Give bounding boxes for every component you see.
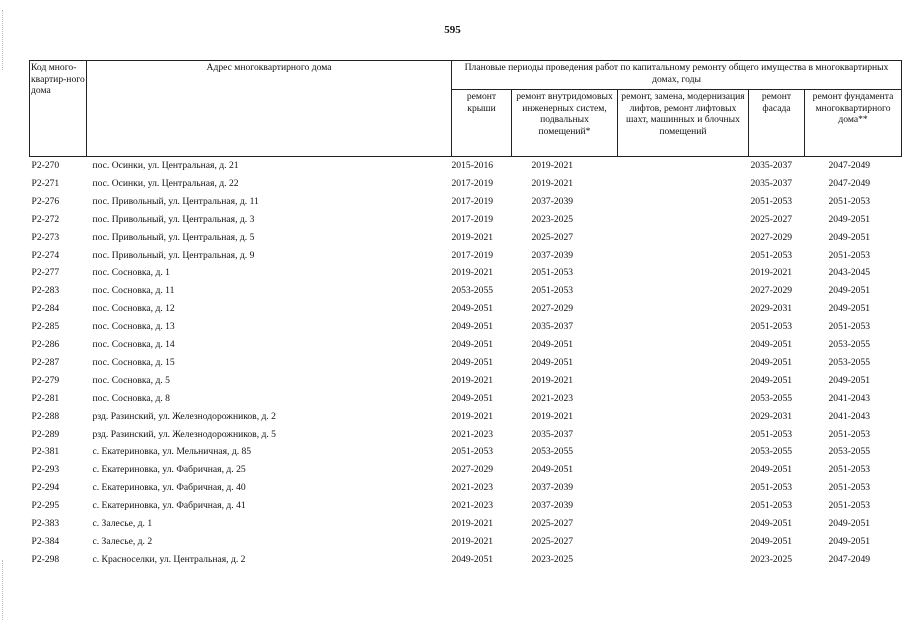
cell-address: с. Залесье, д. 1 xyxy=(92,517,153,529)
cell-foundation: 2051-2053 xyxy=(828,464,871,476)
cell-engineering: 2019-2021 xyxy=(531,160,574,172)
cell-code: Р2-287 xyxy=(31,356,60,368)
cell-facade: 2027-2029 xyxy=(750,231,793,243)
cell-code: Р2-281 xyxy=(31,392,60,404)
table-body xyxy=(30,157,902,569)
cell-elevators xyxy=(618,282,749,300)
table-row xyxy=(30,407,902,425)
cell-elevators xyxy=(618,390,749,408)
header-roof: ремонт крыши xyxy=(452,90,512,157)
cell-address: пос. Привольный, ул. Центральная, д. 5 xyxy=(92,231,255,243)
cell-roof: 2017-2019 xyxy=(451,249,494,261)
cell-roof: 2049-2051 xyxy=(451,339,494,351)
cell-elevators xyxy=(618,497,749,515)
cell-code: Р2-279 xyxy=(31,374,60,386)
header-periods-group: Плановые периоды проведения работ по капитальному ремонту общего имущества в многоквартирных домах, годы xyxy=(452,61,902,90)
cell-foundation: 2049-2051 xyxy=(828,374,871,386)
table-row xyxy=(30,390,902,408)
cell-address: пос. Сосновка, д. 14 xyxy=(92,339,175,351)
cell-facade: 2051-2053 xyxy=(750,500,793,512)
cell-address: с. Залесье, д. 2 xyxy=(92,535,153,547)
table-row xyxy=(30,372,902,390)
table-row xyxy=(30,211,902,229)
cell-address: пос. Сосновка, д. 11 xyxy=(92,285,175,297)
cell-facade: 2053-2055 xyxy=(750,392,793,404)
cell-address: пос. Сосновка, д. 8 xyxy=(92,392,170,404)
cell-address: пос. Осинки, ул. Центральная, д. 21 xyxy=(92,160,239,172)
cell-foundation: 2049-2051 xyxy=(828,213,871,225)
cell-code: Р2-284 xyxy=(31,303,60,315)
header-facade: ремонт фасада xyxy=(749,90,805,157)
table-row xyxy=(30,318,902,336)
cell-elevators xyxy=(618,461,749,479)
cell-code: Р2-288 xyxy=(31,410,60,422)
cell-engineering: 2025-2027 xyxy=(531,535,574,547)
cell-roof: 2017-2019 xyxy=(451,213,494,225)
cell-facade: 2029-2031 xyxy=(750,410,793,422)
cell-roof: 2049-2051 xyxy=(451,321,494,333)
cell-foundation: 2053-2055 xyxy=(828,356,871,368)
cell-foundation: 2049-2051 xyxy=(828,517,871,529)
cell-engineering: 2035-2037 xyxy=(531,428,574,440)
cell-elevators xyxy=(618,175,749,193)
cell-code: Р2-283 xyxy=(31,285,60,297)
header-code: Код много-квартир-ного дома xyxy=(30,61,87,157)
cell-engineering: 2037-2039 xyxy=(531,249,574,261)
cell-roof: 2049-2051 xyxy=(451,303,494,315)
header-address: Адрес многоквартирного дома xyxy=(87,61,452,157)
cell-foundation: 2051-2053 xyxy=(828,482,871,494)
cell-foundation: 2049-2051 xyxy=(828,303,871,315)
cell-roof: 2021-2023 xyxy=(451,428,494,440)
table-row xyxy=(30,246,902,264)
cell-elevators xyxy=(618,246,749,264)
cell-code: Р2-381 xyxy=(31,446,60,458)
header-elevators: ремонт, замена, модернизация лифтов, ремонт лифтовых шахт, машинных и блочных помещений xyxy=(618,90,749,157)
table-row xyxy=(30,175,902,193)
cell-roof: 2021-2023 xyxy=(451,500,494,512)
cell-facade: 2019-2021 xyxy=(750,267,793,279)
cell-elevators xyxy=(618,354,749,372)
table-row xyxy=(30,282,902,300)
header-engineering: ремонт внутридомовых инженерных систем, подвальных помещений* xyxy=(512,90,618,157)
cell-foundation: 2053-2055 xyxy=(828,446,871,458)
cell-code: Р2-271 xyxy=(31,178,60,190)
cell-engineering: 2025-2027 xyxy=(531,231,574,243)
cell-code: Р2-289 xyxy=(31,428,60,440)
cell-engineering: 2019-2021 xyxy=(531,374,574,386)
cell-elevators xyxy=(618,443,749,461)
cell-facade: 2049-2051 xyxy=(750,339,793,351)
cell-elevators xyxy=(618,407,749,425)
cell-address: пос. Сосновка, д. 1 xyxy=(92,267,170,279)
cell-roof: 2027-2029 xyxy=(451,464,494,476)
cell-elevators xyxy=(618,479,749,497)
cell-facade: 2049-2051 xyxy=(750,535,793,547)
cell-address: пос. Сосновка, д. 13 xyxy=(92,321,175,333)
table-row xyxy=(30,443,902,461)
cell-elevators xyxy=(618,300,749,318)
cell-address: пос. Сосновка, д. 12 xyxy=(92,303,175,315)
table-row xyxy=(30,229,902,247)
cell-elevators xyxy=(618,551,749,569)
cell-address: пос. Сосновка, д. 15 xyxy=(92,356,175,368)
cell-elevators xyxy=(618,193,749,211)
table-row xyxy=(30,336,902,354)
cell-code: Р2-285 xyxy=(31,321,60,333)
cell-roof: 2019-2021 xyxy=(451,231,494,243)
cell-facade: 2025-2027 xyxy=(750,213,793,225)
cell-foundation: 2047-2049 xyxy=(828,178,871,190)
cell-foundation: 2053-2055 xyxy=(828,339,871,351)
cell-code: Р2-277 xyxy=(31,267,60,279)
cell-roof: 2019-2021 xyxy=(451,535,494,547)
capital-repair-schedule-table xyxy=(29,60,902,568)
cell-elevators xyxy=(618,533,749,551)
cell-code: Р2-293 xyxy=(31,464,60,476)
cell-foundation: 2049-2051 xyxy=(828,285,871,297)
cell-roof: 2019-2021 xyxy=(451,374,494,386)
cell-code: Р2-298 xyxy=(31,553,60,565)
cell-elevators xyxy=(618,229,749,247)
cell-address: пос. Привольный, ул. Центральная, д. 11 xyxy=(92,195,259,207)
cell-engineering: 2027-2029 xyxy=(531,303,574,315)
table-row xyxy=(30,497,902,515)
cell-facade: 2051-2053 xyxy=(750,428,793,440)
cell-foundation: 2047-2049 xyxy=(828,160,871,172)
cell-code: Р2-273 xyxy=(31,231,60,243)
cell-foundation: 2051-2053 xyxy=(828,321,871,333)
cell-engineering: 2051-2053 xyxy=(531,267,574,279)
cell-foundation: 2051-2053 xyxy=(828,195,871,207)
cell-facade: 2051-2053 xyxy=(750,249,793,261)
scan-margin-marks xyxy=(2,10,7,70)
cell-code: Р2-274 xyxy=(31,249,60,261)
cell-roof: 2049-2051 xyxy=(451,392,494,404)
cell-roof: 2049-2051 xyxy=(451,553,494,565)
cell-engineering: 2037-2039 xyxy=(531,195,574,207)
cell-code: Р2-294 xyxy=(31,482,60,494)
cell-roof: 2049-2051 xyxy=(451,356,494,368)
cell-code: Р2-270 xyxy=(31,160,60,172)
page-number: 595 xyxy=(444,24,461,36)
table-row xyxy=(30,354,902,372)
table-row xyxy=(30,461,902,479)
cell-engineering: 2023-2025 xyxy=(531,553,574,565)
cell-elevators xyxy=(618,157,749,175)
cell-facade: 2029-2031 xyxy=(750,303,793,315)
cell-roof: 2017-2019 xyxy=(451,195,494,207)
cell-engineering: 2037-2039 xyxy=(531,500,574,512)
cell-roof: 2019-2021 xyxy=(451,517,494,529)
cell-facade: 2035-2037 xyxy=(750,160,793,172)
cell-facade: 2053-2055 xyxy=(750,446,793,458)
cell-address: с. Екатериновка, ул. Фабричная, д. 40 xyxy=(92,482,246,494)
cell-foundation: 2049-2051 xyxy=(828,535,871,547)
cell-address: пос. Осинки, ул. Центральная, д. 22 xyxy=(92,178,239,190)
cell-facade: 2049-2051 xyxy=(750,374,793,386)
cell-engineering: 2019-2021 xyxy=(531,410,574,422)
cell-engineering: 2023-2025 xyxy=(531,213,574,225)
cell-code: Р2-272 xyxy=(31,213,60,225)
cell-elevators xyxy=(618,372,749,390)
cell-foundation: 2041-2043 xyxy=(828,392,871,404)
cell-facade: 2049-2051 xyxy=(750,517,793,529)
cell-elevators xyxy=(618,336,749,354)
cell-roof: 2051-2053 xyxy=(451,446,494,458)
scan-margin-marks xyxy=(2,560,7,620)
cell-foundation: 2051-2053 xyxy=(828,249,871,261)
cell-engineering: 2035-2037 xyxy=(531,321,574,333)
cell-code: Р2-383 xyxy=(31,517,60,529)
cell-elevators xyxy=(618,515,749,533)
cell-foundation: 2043-2045 xyxy=(828,267,871,279)
cell-roof: 2019-2021 xyxy=(451,267,494,279)
cell-foundation: 2051-2053 xyxy=(828,428,871,440)
cell-facade: 2049-2051 xyxy=(750,356,793,368)
cell-facade: 2051-2053 xyxy=(750,482,793,494)
table-row xyxy=(30,193,902,211)
cell-address: рзд. Разинский, ул. Железнодорожников, д. 2 xyxy=(92,410,276,422)
table-row xyxy=(30,157,902,175)
cell-facade: 2051-2053 xyxy=(750,195,793,207)
cell-address: пос. Привольный, ул. Центральная, д. 9 xyxy=(92,249,255,261)
cell-roof: 2053-2055 xyxy=(451,285,494,297)
cell-code: Р2-276 xyxy=(31,195,60,207)
cell-elevators xyxy=(618,211,749,229)
cell-roof: 2021-2023 xyxy=(451,482,494,494)
header-foundation: ремонт фундамента многоквартирного дома** xyxy=(805,90,902,157)
cell-elevators xyxy=(618,264,749,282)
table-row xyxy=(30,425,902,443)
cell-code: Р2-384 xyxy=(31,535,60,547)
cell-engineering: 2051-2053 xyxy=(531,285,574,297)
cell-address: пос. Привольный, ул. Центральная, д. 3 xyxy=(92,213,255,225)
cell-roof: 2017-2019 xyxy=(451,178,494,190)
cell-elevators xyxy=(618,318,749,336)
cell-foundation: 2051-2053 xyxy=(828,500,871,512)
cell-engineering: 2049-2051 xyxy=(531,464,574,476)
cell-address: с. Екатериновка, ул. Фабричная, д. 41 xyxy=(92,500,246,512)
table-row xyxy=(30,515,902,533)
cell-engineering: 2021-2023 xyxy=(531,392,574,404)
cell-address: с. Екатериновка, ул. Мельничная, д. 85 xyxy=(92,446,252,458)
cell-address: с. Красноселки, ул. Центральная, д. 2 xyxy=(92,553,246,565)
cell-engineering: 2049-2051 xyxy=(531,356,574,368)
cell-facade: 2049-2051 xyxy=(750,464,793,476)
cell-elevators xyxy=(618,425,749,443)
cell-address: рзд. Разинский, ул. Железнодорожников, д. 5 xyxy=(92,428,276,440)
table-row xyxy=(30,533,902,551)
table-row xyxy=(30,479,902,497)
cell-foundation: 2041-2043 xyxy=(828,410,871,422)
cell-code: Р2-286 xyxy=(31,339,60,351)
cell-engineering: 2053-2055 xyxy=(531,446,574,458)
cell-address: с. Екатериновка, ул. Фабричная, д. 25 xyxy=(92,464,246,476)
cell-facade: 2035-2037 xyxy=(750,178,793,190)
cell-roof: 2019-2021 xyxy=(451,410,494,422)
cell-facade: 2051-2053 xyxy=(750,321,793,333)
cell-code: Р2-295 xyxy=(31,500,60,512)
cell-engineering: 2037-2039 xyxy=(531,482,574,494)
cell-foundation: 2049-2051 xyxy=(828,231,871,243)
table-row xyxy=(30,264,902,282)
cell-facade: 2027-2029 xyxy=(750,285,793,297)
cell-engineering: 2019-2021 xyxy=(531,178,574,190)
cell-engineering: 2025-2027 xyxy=(531,517,574,529)
cell-foundation: 2047-2049 xyxy=(828,553,871,565)
table-row xyxy=(30,551,902,569)
cell-address: пос. Сосновка, д. 5 xyxy=(92,374,170,386)
cell-facade: 2023-2025 xyxy=(750,553,793,565)
table-row xyxy=(30,300,902,318)
cell-engineering: 2049-2051 xyxy=(531,339,574,351)
cell-roof: 2015-2016 xyxy=(451,160,494,172)
